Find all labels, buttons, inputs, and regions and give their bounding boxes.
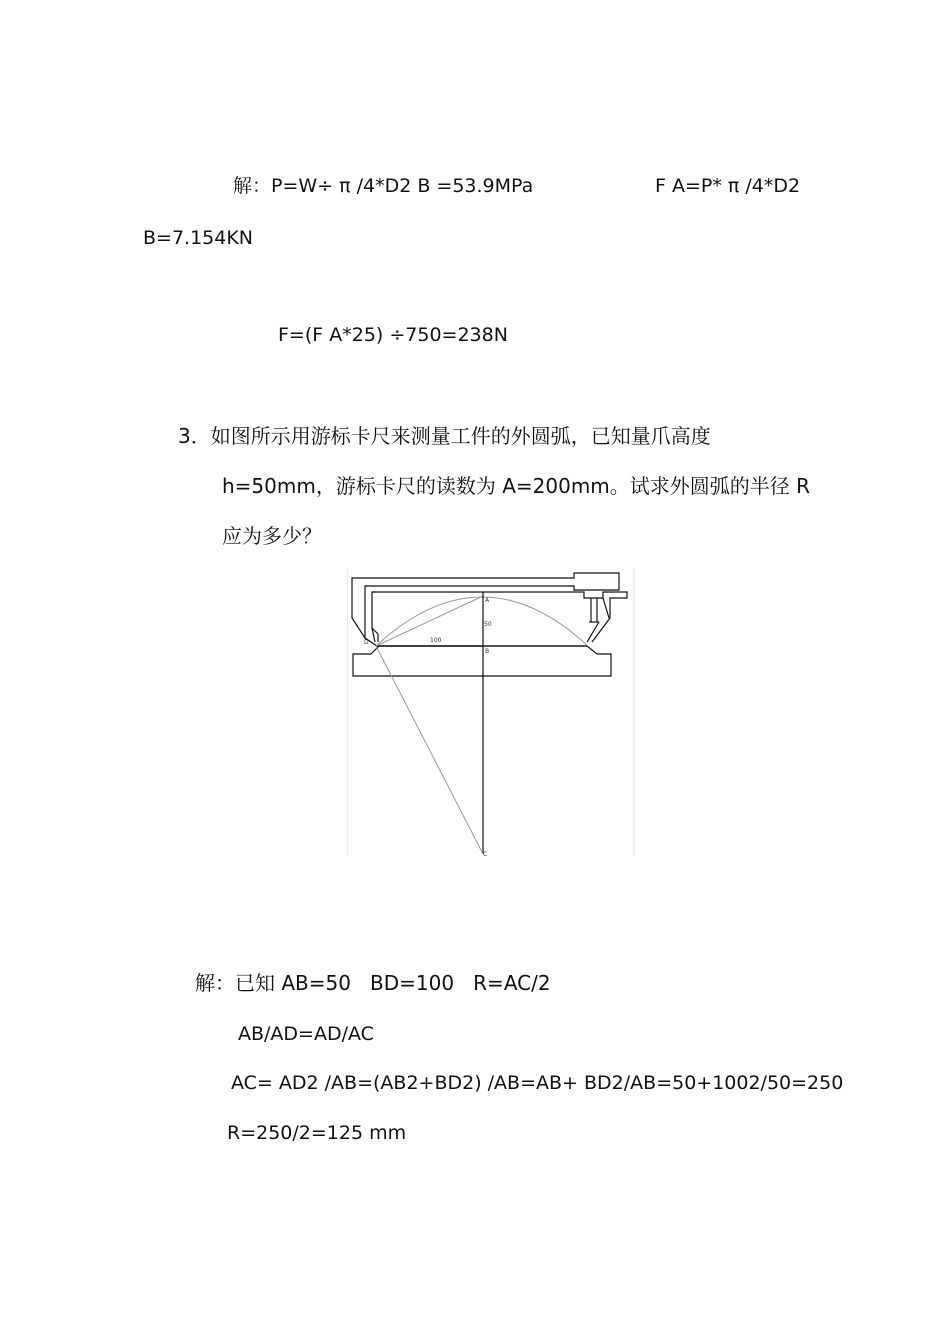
workpiece-base [353,646,611,676]
label-b: B [485,648,490,655]
caliper-diagram [347,568,635,856]
problem3-line2: h=50mm，游标卡尺的读数为 A=200mm。试求外圆弧的半径 R [222,474,811,498]
line-dc [376,646,483,854]
label-100: 100 [430,637,442,644]
solution3-line1: 解：已知 AB=50 BD=100 R=AC/2 [195,971,551,995]
solution1-line1-right: F A=P* π /4*D2 [655,175,801,197]
label-c: C [483,851,488,856]
solution1-line1-left: 解：P=W÷ π /4*D2 B =53.9MPa [233,175,534,197]
solution3-line4: R=250/2=125 mm [227,1122,407,1144]
solution3-line2: AB/AD=AD/AC [238,1023,374,1045]
problem3-line3: 应为多少？ [222,524,322,548]
solution1-line3: F=(F A*25) ÷750=238N [278,324,508,346]
solution1-line2: B=7.154KN [143,227,254,249]
label-d: D [364,639,369,646]
caliper-body [352,573,627,646]
solution3-line3: AC= AD2 /AB=(AB2+BD2) /AB=AB+ BD2/AB=50+1002/50=250 [231,1072,844,1094]
label-a: A [485,597,490,604]
problem3-line1: 3．如图所示用游标卡尺来测量工件的外圆弧，已知量爪高度 [178,424,711,448]
outer-arc [376,597,588,646]
label-50: 50 [484,621,492,628]
